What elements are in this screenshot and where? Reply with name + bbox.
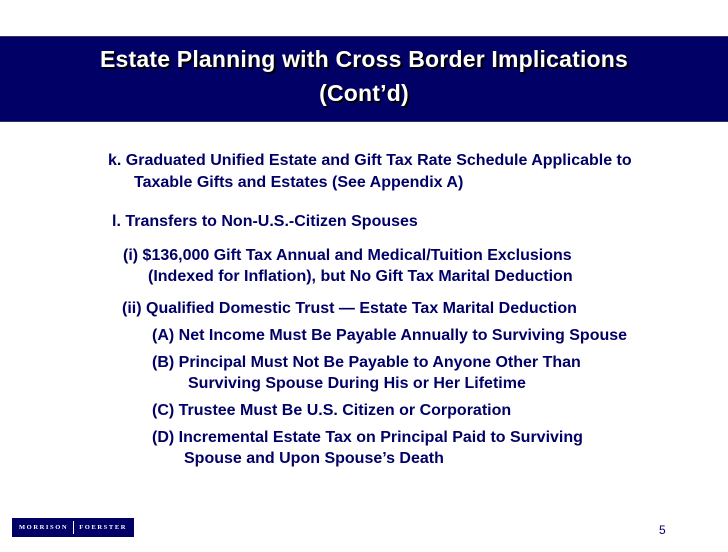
company-logo — [12, 518, 134, 537]
item-l-heading: l. Transfers to Non-U.S.-Citizen Spouses — [112, 213, 418, 230]
slide-title-line-1: Estate Planning with Cross Border Implications — [99, 46, 629, 72]
title-band — [0, 36, 728, 122]
item-k-line-2: Taxable Gifts and Estates (See Appendix A) — [134, 174, 464, 191]
logo-word-left: MORRISON — [18, 524, 69, 531]
item-k-line-1: k. Graduated Unified Estate and Gift Tax Rate Schedule Applicable to — [108, 152, 632, 169]
subitem-i-line-2: (Indexed for Inflation), but No Gift Tax Marital Deduction — [148, 268, 573, 285]
subitem-ii-heading: (ii) Qualified Domestic Trust — Estate Tax Marital Deduction — [122, 300, 577, 317]
point-b-line-2: Surviving Spouse During His or Her Lifetime — [188, 375, 526, 392]
page-number: 5 — [659, 523, 666, 537]
logo-word-right: FOERSTER — [79, 524, 128, 531]
point-b-line-1: (B) Principal Must Not Be Payable to Anyone Other Than — [152, 354, 581, 371]
subitem-i-line-1: (i) $136,000 Gift Tax Annual and Medical/Tuition Exclusions — [123, 247, 572, 264]
slide-title-line-2: (Cont’d) — [319, 80, 409, 106]
point-c: (C) Trustee Must Be U.S. Citizen or Corporation — [152, 402, 512, 419]
point-a: (A) Net Income Must Be Payable Annually to Surviving Spouse — [152, 327, 628, 344]
point-d-line-1: (D) Incremental Estate Tax on Principal Paid to Surviving — [152, 429, 583, 446]
point-d-line-2: Spouse and Upon Spouse’s Death — [184, 450, 444, 467]
logo-separator — [73, 521, 74, 534]
